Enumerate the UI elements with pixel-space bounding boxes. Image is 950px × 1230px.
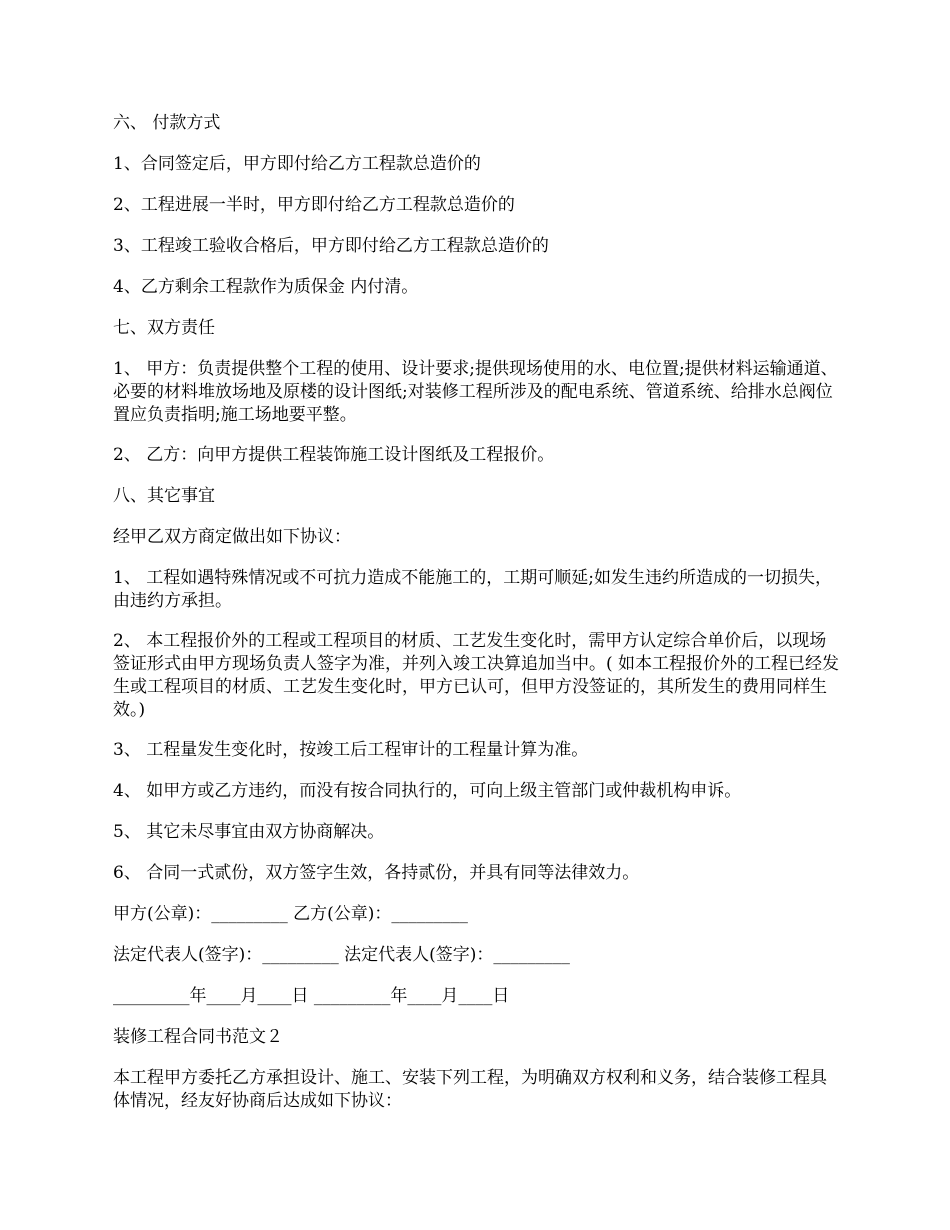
paragraph: 4、 如甲方或乙方违约，而没有按合同执行的，可向上级主管部门或仲裁机构申诉。 xyxy=(113,781,742,801)
section-heading-payment: 六、 付款方式 xyxy=(113,113,221,133)
paragraph: 1、合同签定后，甲方即付给乙方工程款总造价的 xyxy=(113,154,481,174)
paragraph: 3、工程竣工验收合格后，甲方即付给乙方工程款总造价的 xyxy=(113,236,549,256)
signature-line-seals: 甲方(公章)：_________ 乙方(公章)：_________ xyxy=(113,904,468,924)
paragraph: 2、 本工程报价外的工程或工程项目的材质、工艺发生变化时，需甲方认定综合单价后，以现场签证形式由甲方现场负责人签字为准，并列入竣工决算追加当中。( 如本工程报价外的工程已经发生或工程项目的材质、工艺发生变化时，甲方已认可，但甲方没签证的，其所发生的费用同样生效。) xyxy=(113,631,840,720)
paragraph: 6、 合同一式贰份，双方签字生效，各持贰份，并具有同等法律效力。 xyxy=(113,863,640,883)
document-title-sample-2: 装修工程合同书范文２ xyxy=(113,1027,283,1047)
signature-line-representatives: 法定代表人(签字)：_________ 法定代表人(签字)：_________ xyxy=(113,945,570,965)
paragraph: 5、 其它未尽事宜由双方协商解决。 xyxy=(113,822,385,842)
paragraph: 2、 乙方：向甲方提供工程装饰施工设计图纸及工程报价。 xyxy=(113,445,555,465)
paragraph: 经甲乙双方商定做出如下协议： xyxy=(113,527,351,547)
paragraph: 4、乙方剩余工程款作为质保金 内付清。 xyxy=(113,277,419,297)
section-heading-responsibilities: 七、双方责任 xyxy=(113,318,215,338)
signature-line-dates: _________年____月____日 _________年____月____日 xyxy=(113,986,510,1006)
section-heading-other-matters: 八、其它事宜 xyxy=(113,486,215,506)
paragraph: 1、 工程如遇特殊情况或不可抗力造成不能施工的，工期可顺延;如发生违约所造成的一切损失，由违约方承担。 xyxy=(113,568,832,611)
paragraph: 3、 工程量发生变化时，按竣工后工程审计的工程量计算为准。 xyxy=(113,740,589,760)
paragraph: 2、工程进展一半时，甲方即付给乙方工程款总造价的 xyxy=(113,195,515,215)
paragraph: 本工程甲方委托乙方承担设计、施工、安装下列工程，为明确双方权利和义务，结合装修工程具体情况，经友好协商后达成如下协议： xyxy=(113,1068,827,1111)
paragraph: 1、 甲方：负责提供整个工程的使用、设计要求;提供现场使用的水、电位置;提供材料运输通道、必要的材料堆放场地及原楼的设计图纸;对装修工程所涉及的配电系统、管道系统、给排水总阀位置应负责指明;施工场地要平整。 xyxy=(113,359,838,425)
document-body xyxy=(113,112,841,1130)
